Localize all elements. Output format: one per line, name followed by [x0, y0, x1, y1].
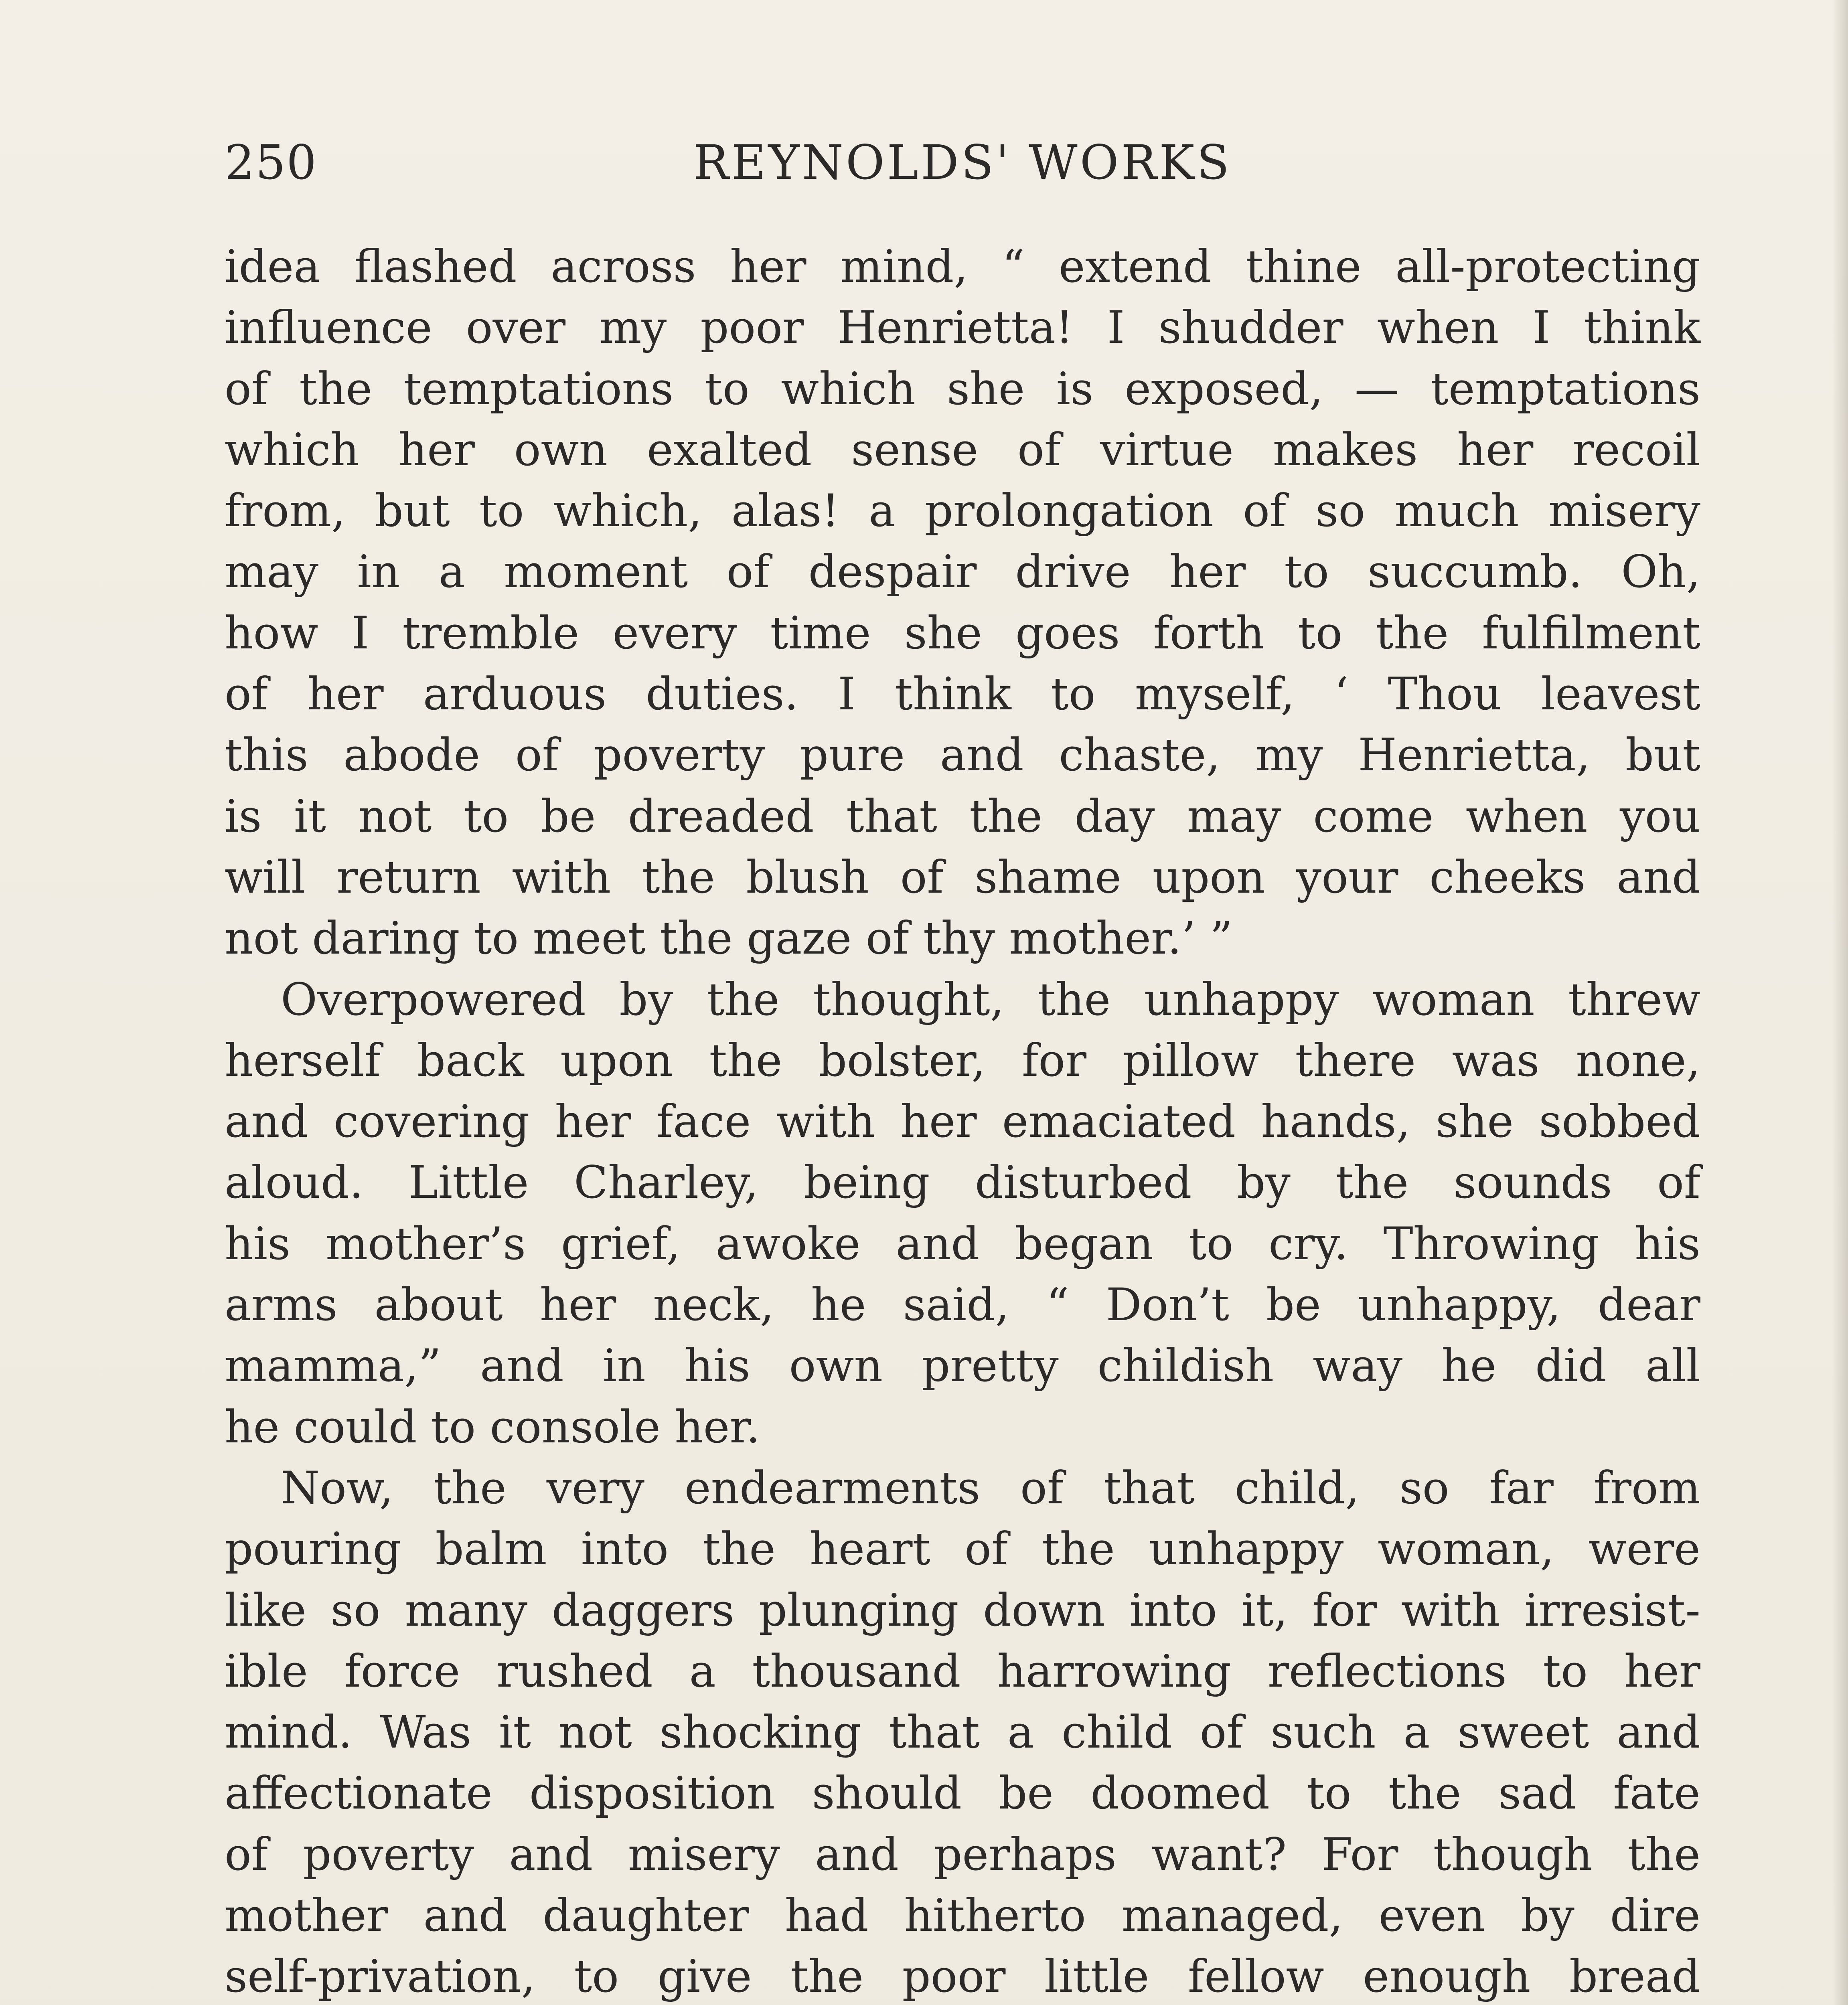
text-line: like so many daggers plunging down into it, for with irresist- — [225, 1584, 1700, 1636]
text-line: he could to console her. — [225, 1401, 760, 1453]
text-line: mother and daughter had hitherto managed, even by dire — [225, 1890, 1700, 1942]
text-line: how I tremble every time she goes forth to the fulfilment — [225, 607, 1700, 659]
text-line: of the temptations to which she is exposed, — temptations — [225, 363, 1700, 415]
page-header — [225, 128, 1700, 196]
text-line: will return with the blush of shame upon your cheeks and — [225, 851, 1700, 903]
text-line: his mother’s grief, awoke and began to cry. Throwing his — [225, 1218, 1700, 1270]
text-line: influence over my poor Henrietta! I shudder when I think — [225, 302, 1700, 354]
running-head: REYNOLDS' WORKS — [693, 135, 1232, 190]
text-line: ible force rushed a thousand harrowing reflections to her — [225, 1645, 1700, 1697]
text-line: Overpowered by the thought, the unhappy woman threw — [281, 974, 1700, 1026]
text-line: may in a moment of despair drive her to succumb. Oh, — [225, 546, 1700, 598]
text-line: from, but to which, alas! a prolongation of so much misery — [225, 485, 1700, 537]
text-line: aloud. Little Charley, being disturbed by the sounds of — [225, 1157, 1700, 1209]
text-line: Now, the very endearments of that child, so far from — [281, 1462, 1700, 1514]
text-line: herself back upon the bolster, for pillow there was none, — [225, 1035, 1700, 1087]
text-line: affectionate disposition should be doomed to the sad fate — [225, 1768, 1700, 1820]
text-line: and covering her face with her emaciated hands, she sobbed — [225, 1096, 1700, 1148]
text-line: pouring balm into the heart of the unhappy woman, were — [225, 1523, 1700, 1576]
text-line: arms about her neck, he said, “ Don’t be unhappy, dear — [225, 1279, 1700, 1331]
text-line: this abode of poverty pure and chaste, my Henrietta, but — [225, 729, 1700, 782]
text-line: mind. Was it not shocking that a child of such a sweet and — [225, 1707, 1700, 1759]
text-line: not daring to meet the gaze of thy mother.’ ” — [225, 913, 1233, 965]
text-line: mamma,” and in his own pretty childish way he did all — [225, 1340, 1700, 1392]
page-number: 250 — [225, 135, 318, 190]
body-text — [225, 237, 1700, 2005]
text-line: is it not to be dreaded that the day may come when you — [225, 790, 1700, 843]
text-line: idea flashed across her mind, “ extend thine all-protecting — [225, 241, 1700, 293]
text-line: of poverty and misery and perhaps want? For though the — [225, 1829, 1700, 1881]
page-edge-shadow — [1832, 0, 1848, 2005]
text-line: self-privation, to give the poor little fellow enough bread — [225, 1951, 1700, 2003]
text-line: of her arduous duties. I think to myself, ‘ Thou leavest — [225, 668, 1700, 721]
text-line: which her own exalted sense of virtue makes her recoil — [225, 424, 1700, 476]
